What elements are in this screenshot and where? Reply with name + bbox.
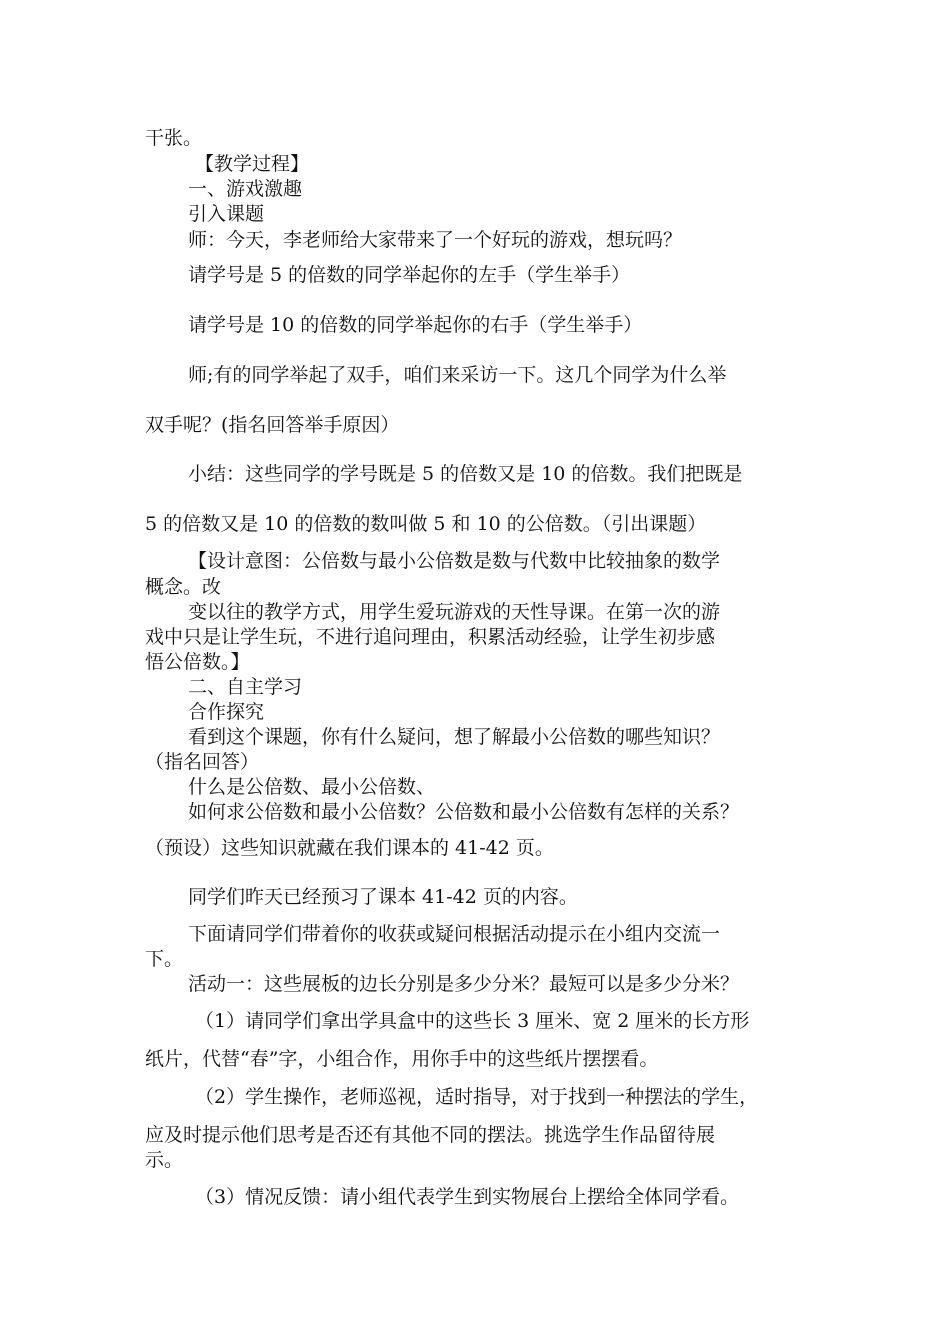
subsection-heading: 合作探究: [188, 701, 265, 723]
text-line: （3）情况反馈：请小组代表学生到实物展台上摆给全体同学看。: [195, 1186, 740, 1208]
text-line: 请学号是 5 的倍数的同学举起你的左手（学生举手）: [188, 264, 631, 286]
text-line: 同学们昨天已经预习了课本 41-42 页的内容。: [188, 886, 578, 908]
text-line: 示。: [145, 1149, 184, 1171]
text-line: 什么是公倍数、最小公倍数、: [188, 776, 436, 798]
design-intent-line: 概念。改: [145, 576, 222, 598]
section-heading: 一、游戏激趣: [188, 178, 303, 200]
subsection-heading: 引入课题: [188, 203, 265, 225]
design-intent-line: 悟公倍数。】: [145, 651, 250, 673]
text-line: 如何求公倍数和最小公倍数？公倍数和最小公倍数有怎样的关系？: [188, 801, 740, 823]
text-line: 应及时提示他们思考是否还有其他不同的摆法。挑选学生作品留待展: [145, 1124, 716, 1146]
text-line: 师：今天，李老师给大家带来了一个好玩的游戏，想玩吗？: [188, 229, 683, 251]
text-line: 请学号是 10 的倍数的同学举起你的右手（学生举手）: [188, 314, 643, 336]
text-line: （预设）这些知识就藏在我们课本的 41-42 页。: [145, 837, 554, 859]
text-line: 看到这个课题，你有什么疑问，想了解最小公倍数的哪些知识？: [188, 726, 721, 748]
text-line: 5 的倍数又是 10 的倍数的数叫做 5 和 10 的公倍数。（引出课题）: [145, 513, 707, 535]
text-line: 下。: [145, 948, 184, 970]
section-heading: 二、自主学习: [188, 676, 303, 698]
text-line: 干张。: [145, 127, 203, 149]
text-line: 纸片，代替“春”字，小组合作，用你手中的这些纸片摆摆看。: [145, 1048, 659, 1070]
design-intent-line: 【设计意图：公倍数与最小公倍数是数与代数中比较抽象的数学: [188, 550, 721, 572]
text-line: 下面请同学们带着你的收获或疑问根据活动提示在小组内交流一: [188, 923, 721, 945]
design-intent-line: 变以往的教学方式，用学生爱玩游戏的天性导课。在第一次的游: [188, 601, 721, 623]
text-line: 小结：这些同学的学号既是 5 的倍数又是 10 的倍数。我们把既是: [188, 463, 743, 485]
text-line: （2）学生操作，老师巡视，适时指导，对于找到一种摆法的学生，: [195, 1086, 759, 1108]
text-line: （1）请同学们拿出学具盒中的这些长 3 厘米、宽 2 厘米的长方形: [195, 1010, 750, 1032]
text-line: （指名回答）: [145, 751, 260, 773]
text-line: 双手呢？(指名回答举手原因）: [145, 414, 400, 436]
text-line: 师;有的同学举起了双手，咱们来采访一下。这几个同学为什么举: [188, 364, 727, 386]
section-heading: 【教学过程】: [195, 153, 310, 175]
activity-heading: 活动一：这些展板的边长分别是多少分米？最短可以是多少分米？: [188, 973, 740, 995]
design-intent-line: 戏中只是让学生玩，不进行追问理由，积累活动经验，让学生初步感: [145, 626, 716, 648]
